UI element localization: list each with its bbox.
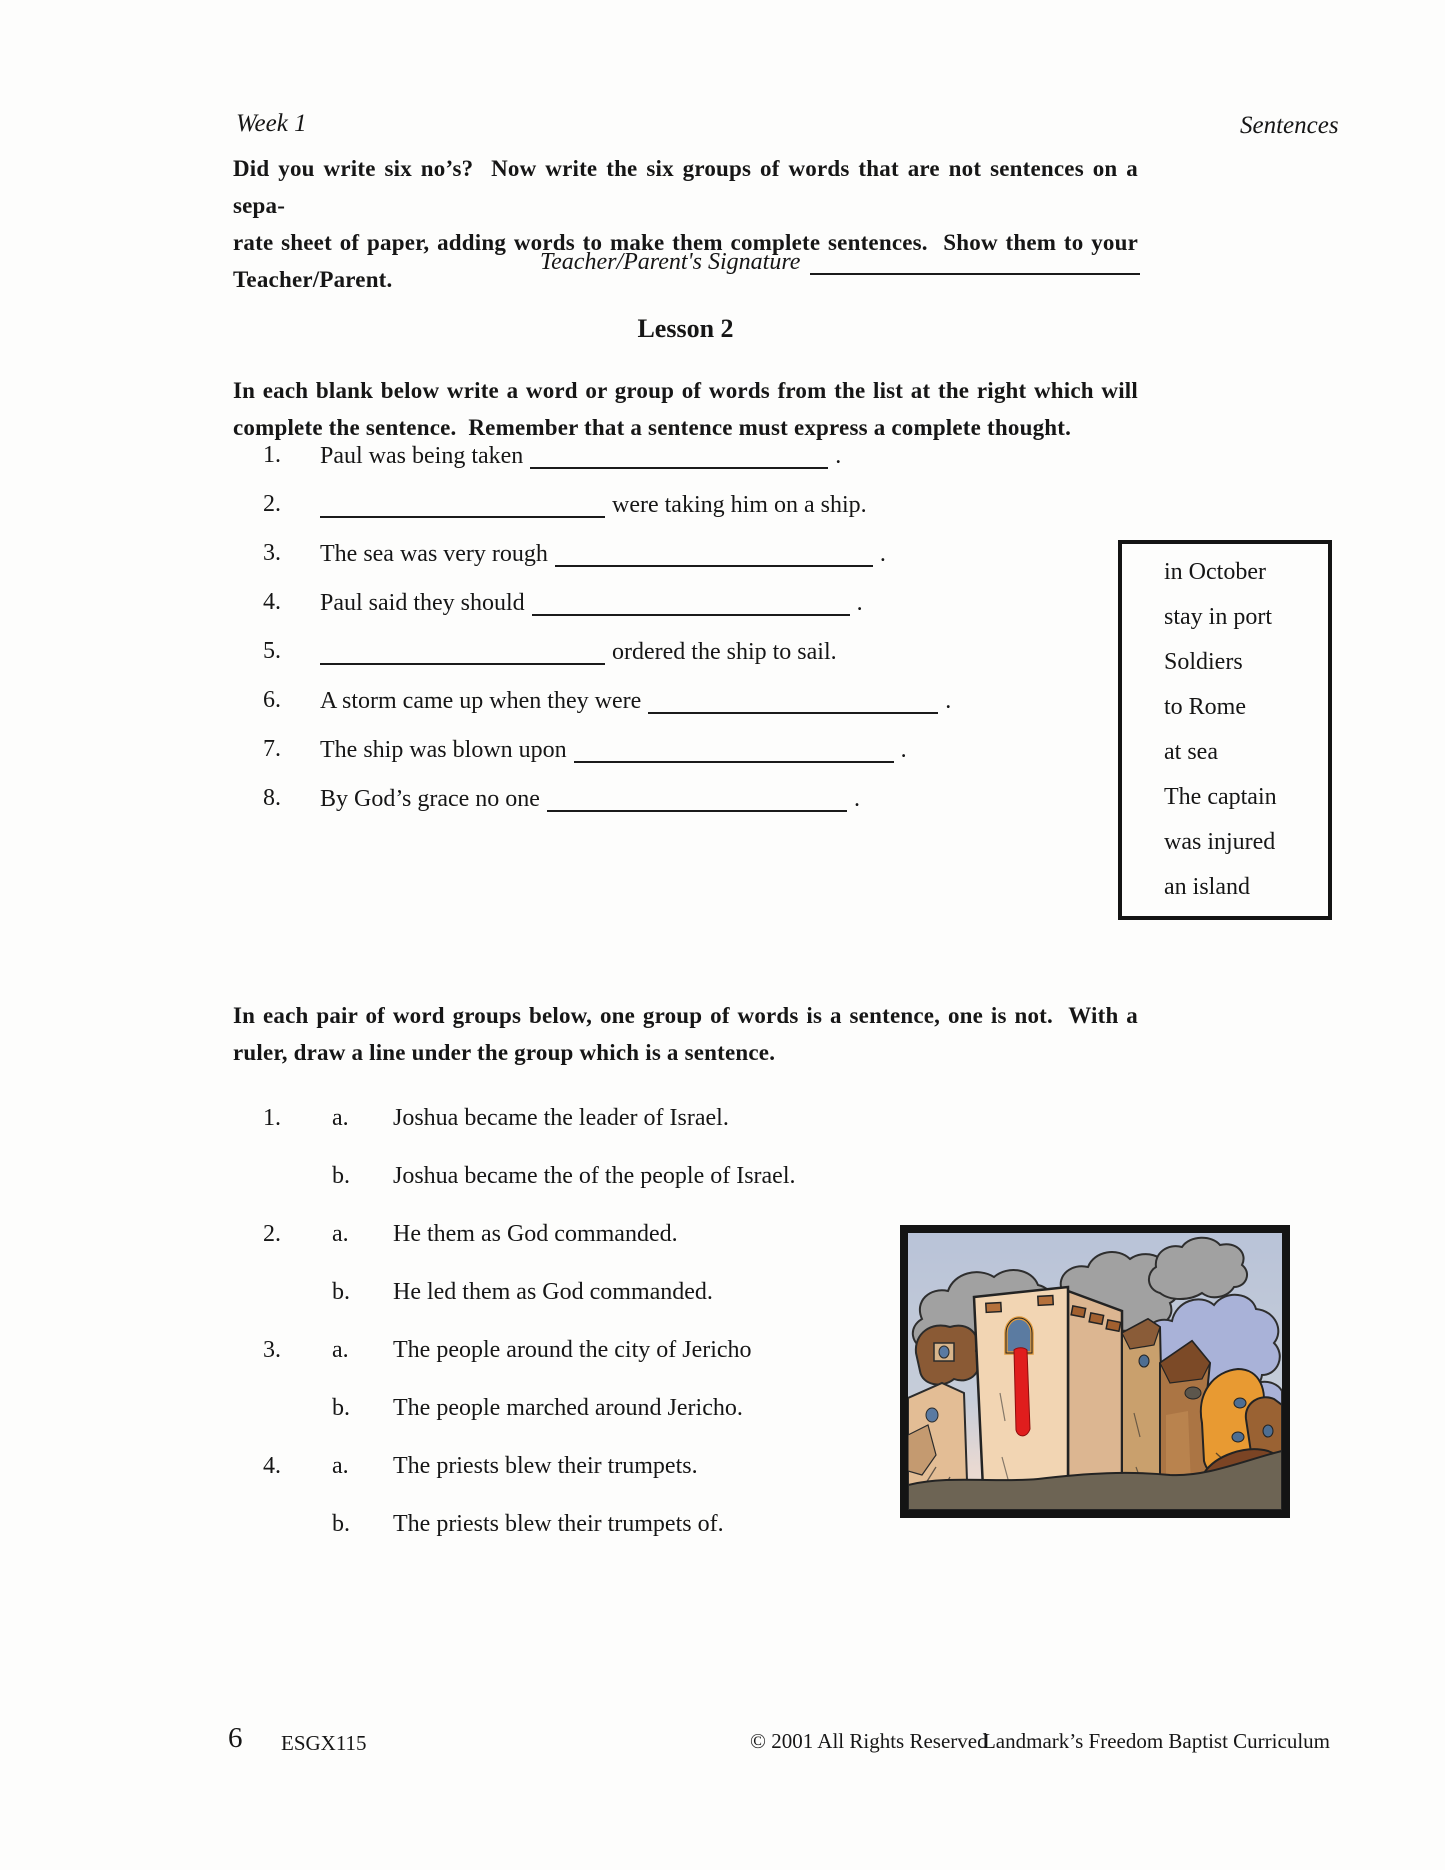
pair-text: The priests blew their trumpets of. xyxy=(393,1511,724,1537)
word-list-box xyxy=(1118,540,1332,920)
pair-text: The priests blew their trumpets. xyxy=(393,1453,698,1479)
fill-item-row xyxy=(263,441,1143,470)
answer-blank[interactable] xyxy=(574,735,894,763)
fill-item-row xyxy=(263,784,1143,813)
fill-item-row xyxy=(263,490,1143,519)
item-text: . xyxy=(835,443,842,469)
signature-row xyxy=(540,247,1140,276)
item-number: 3. xyxy=(263,540,281,566)
section1-instructions xyxy=(233,372,1138,446)
instruction-line: In each blank below write a word or group of words from the list at the right which will xyxy=(233,378,1138,403)
header-subject: Sentences xyxy=(1240,112,1339,139)
item-text: . xyxy=(856,590,863,616)
pair-number xyxy=(263,1394,332,1422)
section2-instructions xyxy=(233,997,1138,1071)
pair-row xyxy=(263,1336,963,1364)
window xyxy=(1139,1355,1149,1367)
item-number: 1. xyxy=(263,442,281,468)
footer-code: ESGX115 xyxy=(281,1731,367,1755)
item-text: Paul was being taken xyxy=(320,443,524,469)
item-text: were taking him on a ship. xyxy=(612,492,867,518)
footer-copyright: © 2001 All Rights Reserved xyxy=(750,1729,988,1753)
word-list-item: an island xyxy=(1164,874,1250,900)
fill-item-row xyxy=(263,735,1143,764)
item-text: The ship was blown upon xyxy=(320,737,567,763)
pair-letter: a. xyxy=(332,1105,349,1131)
pair-letter: b. xyxy=(332,1279,350,1305)
window xyxy=(939,1346,949,1358)
window xyxy=(926,1408,938,1422)
pair-number xyxy=(263,1162,332,1190)
intro-line: Teacher/Parent. xyxy=(233,267,393,292)
item-number: 5. xyxy=(263,638,281,664)
answer-blank[interactable] xyxy=(555,539,873,567)
scarlet-cord xyxy=(1014,1348,1030,1436)
pair-text: Joshua became the of the people of Israel. xyxy=(393,1163,796,1189)
word-list-item: Soldiers xyxy=(1164,649,1243,675)
intro-line: Did you write six no’s? Now write the six groups of words that are not sentences on a sepa- xyxy=(233,156,1138,218)
answer-blank[interactable] xyxy=(320,637,605,665)
pair-letter: a. xyxy=(332,1337,349,1363)
sentence-pairs-list xyxy=(263,1104,963,1568)
item-number: 4. xyxy=(263,589,281,615)
answer-blank[interactable] xyxy=(530,441,828,469)
jericho-illustration xyxy=(900,1225,1290,1518)
item-text: . xyxy=(853,786,860,812)
pair-text: He led them as God commanded. xyxy=(393,1279,713,1305)
pair-text: The people marched around Jericho. xyxy=(393,1395,743,1421)
intro-line: rate sheet of paper, adding words to make them complete sentences. Show them to your xyxy=(233,230,1138,255)
fill-item-row xyxy=(263,539,1143,568)
pair-letter: b. xyxy=(332,1163,350,1189)
answer-blank[interactable] xyxy=(648,686,938,714)
pair-row xyxy=(263,1510,963,1538)
item-text: By God’s grace no one xyxy=(320,786,540,812)
item-text: . xyxy=(900,737,907,763)
item-number: 2. xyxy=(263,491,281,517)
pair-letter: a. xyxy=(332,1221,349,1247)
fill-item-row xyxy=(263,637,1143,666)
pair-number: 1. xyxy=(263,1105,281,1131)
pair-text: Joshua became the leader of Israel. xyxy=(393,1105,729,1131)
item-number: 8. xyxy=(263,785,281,811)
pair-row xyxy=(263,1278,963,1306)
pair-row xyxy=(263,1162,963,1190)
word-list-item: The captain xyxy=(1164,784,1277,810)
pair-row xyxy=(263,1394,963,1422)
signature-label: Teacher/Parent's Signature xyxy=(540,249,801,275)
pair-row xyxy=(263,1452,963,1480)
item-text: . xyxy=(879,541,886,567)
word-list-item: stay in port xyxy=(1164,604,1272,630)
item-text: The sea was very rough xyxy=(320,541,548,567)
item-text: . xyxy=(945,688,952,714)
pair-letter: b. xyxy=(332,1395,350,1421)
pair-number xyxy=(263,1510,332,1538)
pair-letter: b. xyxy=(332,1511,350,1537)
window xyxy=(1263,1425,1273,1437)
header-week: Week 1 xyxy=(236,110,307,137)
item-text: A storm came up when they were xyxy=(320,688,642,714)
instruction-line: ruler, draw a line under the group which is a sentence. xyxy=(233,1040,776,1065)
signature-line[interactable] xyxy=(810,247,1140,275)
item-text: Paul said they should xyxy=(320,590,525,616)
word-list-item: was injured xyxy=(1164,829,1276,855)
fill-item-row xyxy=(263,686,1143,715)
pair-number: 4. xyxy=(263,1453,281,1479)
pair-number: 3. xyxy=(263,1337,281,1363)
item-number: 7. xyxy=(263,736,281,762)
fill-in-list xyxy=(263,441,1143,833)
pair-number: 2. xyxy=(263,1221,281,1247)
jericho-illustration-svg xyxy=(908,1233,1282,1510)
word-list-item: to Rome xyxy=(1164,694,1246,720)
pair-row xyxy=(263,1220,963,1248)
pair-row xyxy=(263,1104,963,1132)
instruction-line: complete the sentence. Remember that a sentence must express a complete thought. xyxy=(233,415,1072,440)
footer-page-number: 6 xyxy=(228,1722,243,1754)
footer-brand: Landmark’s Freedom Baptist Curriculum xyxy=(982,1729,1330,1753)
pair-text: The people around the city of Jericho xyxy=(393,1337,752,1363)
instruction-line: In each pair of word groups below, one group of words is a sentence, one is not. With a xyxy=(233,1003,1138,1028)
lesson-title: Lesson 2 xyxy=(637,314,734,343)
answer-blank[interactable] xyxy=(320,490,605,518)
pair-number xyxy=(263,1278,332,1306)
word-list-item: at sea xyxy=(1164,739,1218,765)
item-number: 6. xyxy=(263,687,281,713)
word-list-item: in October xyxy=(1164,559,1266,585)
item-text: ordered the ship to sail. xyxy=(612,639,837,665)
pair-text: He them as God commanded. xyxy=(393,1221,678,1247)
pair-letter: a. xyxy=(332,1453,349,1479)
answer-blank[interactable] xyxy=(532,588,850,616)
answer-blank[interactable] xyxy=(547,784,847,812)
fill-item-row xyxy=(263,588,1143,617)
